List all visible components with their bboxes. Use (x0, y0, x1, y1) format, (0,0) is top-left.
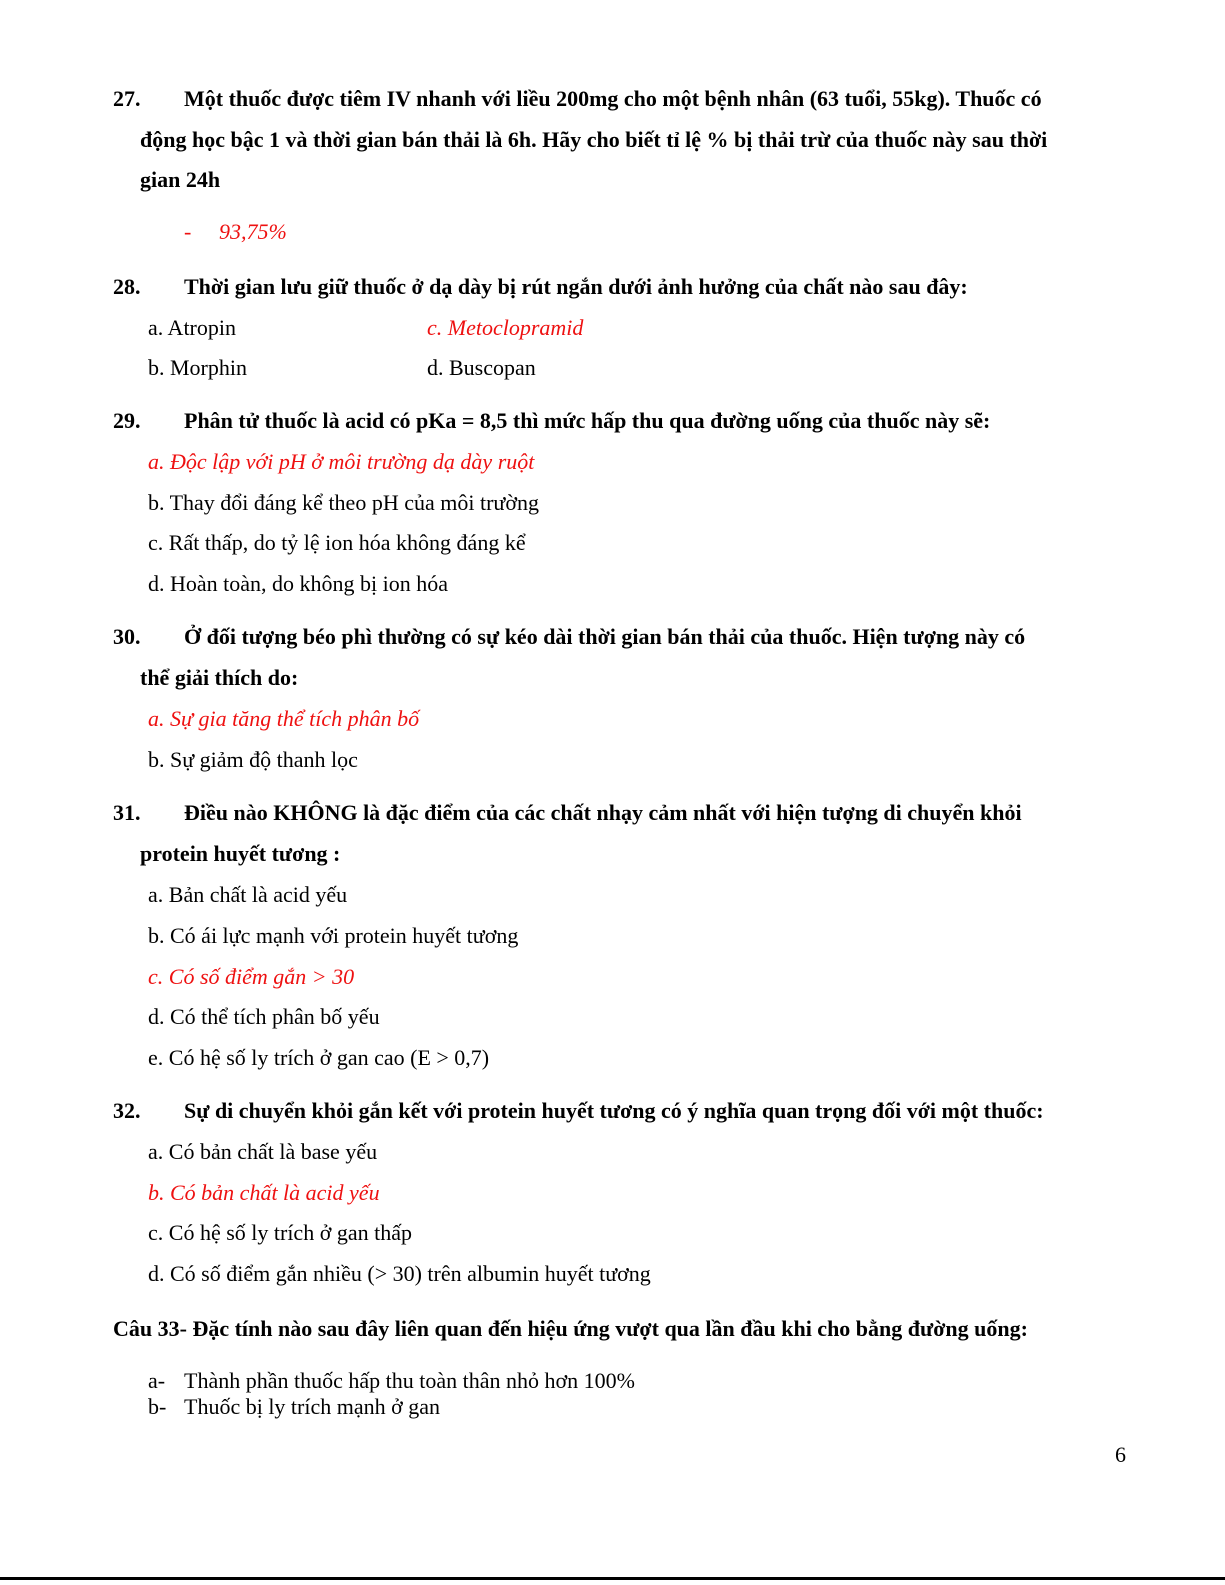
question-28-option-b: b. Morphin (148, 355, 247, 380)
question-30-line-2: thể giải thích do: (140, 665, 299, 690)
question-33-text: Câu 33- Đặc tính nào sau đây liên quan đến hiệu ứng vượt qua lần đầu khi cho bằng đường uống: (113, 1316, 1028, 1341)
question-31-option-d: d. Có thể tích phân bố yếu (148, 1004, 380, 1029)
question-30-number: 30. (113, 624, 141, 649)
question-32-number: 32. (113, 1098, 141, 1123)
question-33-option-b: Thuốc bị ly trích mạnh ở gan (184, 1394, 441, 1419)
question-32-option-c: c. Có hệ số ly trích ở gan thấp (148, 1220, 412, 1245)
question-27-line-1: Một thuốc được tiêm IV nhanh với liều 200mg cho một bệnh nhân (63 tuổi, 55kg). Thuốc có (184, 86, 1042, 111)
question-29-option-b: b. Thay đổi đáng kể theo pH của môi trường (148, 490, 539, 515)
question-29-option-c: c. Rất thấp, do tỷ lệ ion hóa không đáng kể (148, 530, 526, 555)
question-33-option-b-label: b- (148, 1394, 167, 1419)
question-31-number: 31. (113, 800, 141, 825)
question-29-option-d: d. Hoàn toàn, do không bị ion hóa (148, 571, 449, 596)
question-31-line-1: Điều nào KHÔNG là đặc điểm của các chất nhạy cảm nhất với hiện tượng di chuyển khỏi (184, 800, 1022, 825)
question-33-option-a-label: a- (148, 1368, 166, 1393)
question-32-option-b: b. Có bản chất là acid yếu (148, 1180, 380, 1205)
question-32-text: Sự di chuyển khỏi gắn kết với protein huyết tương có ý nghĩa quan trọng đối với một thuốc: (184, 1098, 1044, 1123)
question-31-option-e: e. Có hệ số ly trích ở gan cao (E > 0,7) (148, 1045, 490, 1070)
question-28-option-a: a. Atropin (148, 315, 236, 340)
question-29-text: Phân tử thuốc là acid có pKa = 8,5 thì mức hấp thu qua đường uống của thuốc này sẽ: (184, 408, 991, 433)
question-31-line-2: protein huyết tương : (140, 841, 341, 866)
question-33-option-a: Thành phần thuốc hấp thu toàn thân nhỏ hơn 100% (184, 1368, 635, 1393)
question-27-answer-dash: - (184, 219, 192, 244)
question-27-line-2: động học bậc 1 và thời gian bán thải là 6h. Hãy cho biết tỉ lệ % bị thải trừ của thuốc này sau thời (140, 127, 1048, 152)
question-30-line-1: Ở đối tượng béo phì thường có sự kéo dài thời gian bán thải của thuốc. Hiện tượng này có (184, 624, 1026, 649)
question-29-number: 29. (113, 408, 141, 433)
question-31-option-c: c. Có số điểm gắn > 30 (148, 964, 355, 989)
question-30-option-a: a. Sự gia tăng thể tích phân bố (148, 706, 420, 731)
question-32-option-d: d. Có số điểm gắn nhiều (> 30) trên albumin huyết tương (148, 1261, 651, 1286)
question-30-option-b: b. Sự giảm độ thanh lọc (148, 747, 358, 772)
question-28-option-c: c. Metoclopramid (427, 315, 584, 340)
question-27-line-3: gian 24h (140, 167, 221, 192)
question-28-option-d: d. Buscopan (427, 355, 536, 380)
question-31-option-b: b. Có ái lực mạnh với protein huyết tương (148, 923, 519, 948)
question-32-option-a: a. Có bản chất là base yếu (148, 1139, 378, 1164)
question-28-text: Thời gian lưu giữ thuốc ở dạ dày bị rút ngắn dưới ảnh hưởng của chất nào sau đây: (184, 274, 968, 299)
question-27-number: 27. (113, 86, 141, 111)
question-29-option-a: a. Độc lập với pH ở môi trường dạ dày ruột (148, 449, 535, 474)
page-number: 6 (1115, 1442, 1126, 1467)
page-bottom-border (0, 1577, 1225, 1580)
question-31-option-a: a. Bản chất là acid yếu (148, 882, 348, 907)
question-28-number: 28. (113, 274, 141, 299)
question-27-answer: 93,75% (219, 219, 287, 244)
